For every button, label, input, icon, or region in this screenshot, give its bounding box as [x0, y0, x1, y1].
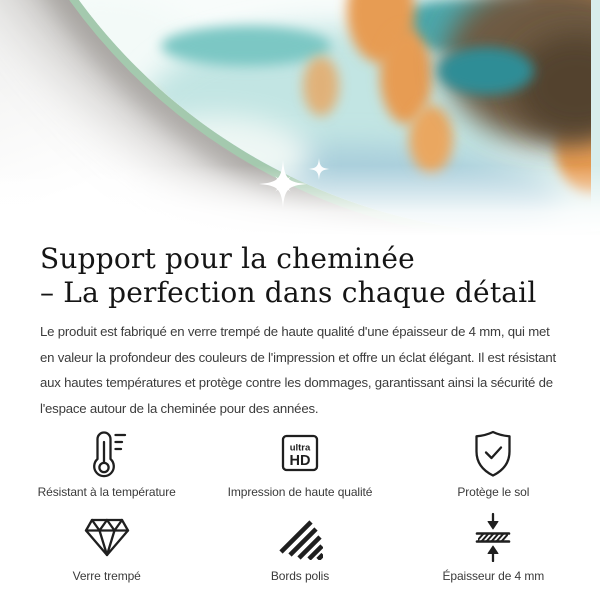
page-title-line2: – La perfection dans chaque détail: [40, 276, 537, 309]
feature-polished-edges: [203, 512, 396, 583]
feature-grid: [0, 428, 600, 583]
feature-floor-protection: [397, 428, 590, 499]
diamond-icon: [82, 512, 132, 562]
page-title: [40, 242, 566, 310]
feature-label: Résistant à la température: [37, 485, 176, 499]
feature-print-quality: [203, 428, 396, 499]
shield-check-icon: [470, 428, 516, 478]
round-glass-panel: [0, 0, 600, 236]
feature-label: Bords polis: [270, 569, 330, 583]
feature-thickness: [397, 512, 590, 583]
thermometer-icon: [84, 428, 130, 478]
polished-edges-icon: [277, 512, 323, 562]
feature-tempered-glass: [10, 512, 203, 583]
marble-artwork: [0, 0, 591, 236]
feature-label: Verre trempé: [72, 569, 141, 583]
product-hero-image: [0, 0, 600, 236]
product-description-section: [0, 236, 600, 421]
ultra-hd-icon-text-top: ultra: [289, 442, 311, 454]
feature-label: Protège le sol: [457, 485, 530, 499]
product-description-text: Le produit est fabriqué en verre trempé de haute qualité d'une épaisseur de 4 mm, qui met en valeur la profondeur des couleurs de l'impression et offre un éclat élégant. Il est résistant aux hautes températures et protège contre les dommages, garantissant ainsi la sécurité de l'espace autour de la cheminée pour des années.: [40, 324, 557, 416]
feature-label: Épaisseur de 4 mm: [442, 569, 545, 583]
ultra-hd-icon: [277, 428, 323, 478]
ultra-hd-icon-text-bottom: HD: [289, 453, 311, 469]
thickness-4mm-icon: [470, 512, 516, 562]
feature-temperature: [10, 428, 203, 499]
page-title-line1: Support pour la cheminée: [40, 242, 415, 275]
feature-label: Impression de haute qualité: [227, 485, 373, 499]
